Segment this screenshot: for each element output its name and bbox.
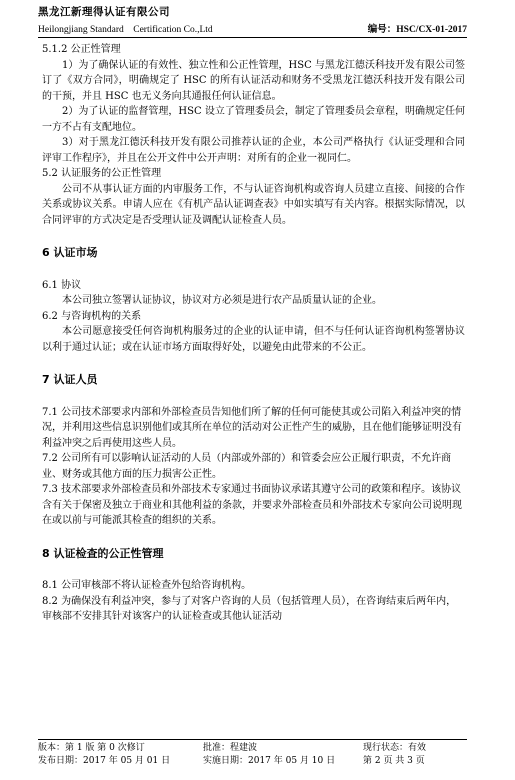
document-number: 编号：HSC/CX-01-2017 bbox=[367, 25, 467, 35]
section-5-2-heading: 5.2 认证服务的公正性管理 bbox=[42, 168, 162, 179]
footer-page-number: 第 2 页 共 3 页 bbox=[363, 755, 425, 766]
page-footer bbox=[38, 739, 467, 767]
section-8-1-para: 8.1 公司审核部不将认证检查外包给咨询机构。 bbox=[42, 580, 252, 591]
section-7-2-para: 7.2 公司所有可以影响认证活动的人员（内部或外部的）和管委会应公正履行职责，不允许商业、财务或其他方面的压力损害公正性。 bbox=[42, 453, 452, 480]
section-7-3-para: 7.3 技术部要求外部检查员和外部技术专家通过书面协议承诺其遵守公司的政策和程序。该协议含有关于保密及独立于商业和其他利益的条款，并要求外部检查员和外部技术专家向公司说明现在或以前与可能派其检查的组织的关系。 bbox=[42, 484, 462, 526]
section-5-2-para: 公司不从事认证方面的内审服务工作，不与认证咨询机构或咨询人员建立直接、间接的合作关系或协议关系。申请人应在《有机产品认证调查表》中如实填写有关内容。根据实际情况，以合同评审的方式决定是否受理认证及调配认证检查人员。 bbox=[42, 183, 465, 226]
company-name: 黑龙江新理得认证有限公司 bbox=[38, 6, 170, 18]
document-body bbox=[42, 42, 465, 625]
section-8-heading: 8 认证检查的公正性管理 bbox=[42, 546, 164, 560]
section-6-2-para: 本公司愿意接受任何咨询机构服务过的企业的认证申请，但不与任何认证咨询机构签署协议以利于通过认证；或在认证市场方面取得好处，以避免由此带来的不公正。 bbox=[42, 326, 465, 353]
footer-status: 现行状态：有效 bbox=[363, 743, 427, 753]
section-7-heading: 7 认证人员 bbox=[42, 373, 98, 386]
header-row bbox=[38, 19, 467, 38]
footer-effective-date: 实施日期：2017 年 05 月 10 日 bbox=[203, 755, 336, 766]
footer-approved: 批准：程建波 bbox=[203, 743, 258, 753]
section-5-1-2-para-1: 1）为了确保认证的有效性、独立性和公正性管理，HSC 与黑龙江德沃科技开发有限公司签订了《双方合同》，明确规定了 HSC 的所有认证活动和财务不受黑龙江德沃科技开发有限公司的干预，并且 HSC 也无义务向其通报任何认证信息。 bbox=[42, 59, 465, 102]
section-8-2-para: 8.2 为确保没有利益冲突，参与了对客户咨询的人员（包括管理人员），在咨询结束后两年内，审核部不安排其针对该客户的认证检查或其他认证活动 bbox=[42, 595, 457, 622]
section-6-2-heading: 6.2 与咨询机构的关系 bbox=[42, 310, 142, 322]
section-5-1-2-para-3: 3）对于黑龙江德沃科技开发有限公司推荐认证的企业，本公司严格执行《认证受理和合同评审工作程序》，并且在公开文件中公开声明：对所有的企业一视同仁。 bbox=[42, 137, 465, 164]
section-5-1-2-para-2: 2）为了认证的监督管理，HSC 设立了管理委员会，制定了管理委员会章程，明确规定任何一方不占有支配地位。 bbox=[42, 106, 465, 133]
section-7-1-para: 7.1 公司技术部要求内部和外部检查员告知他们所了解的任何可能使其或公司陷入利益冲突的情况，并利用这些信息识别他们或其所在单位的活动对公正性产生的威胁，且在他们能够证明没有利益冲突之后再使用这些人员。 bbox=[42, 406, 462, 449]
footer-version: 版本：第 1 版 第 0 次修订 bbox=[38, 743, 145, 753]
section-6-1-heading: 6.1 协议 bbox=[42, 279, 82, 291]
section-5-1-2-heading: 5.1.2 公正性管理 bbox=[42, 44, 121, 55]
section-6-1-para: 本公司独立签署认证协议，协议对方必须是进行农产品质量认证的企业。 bbox=[62, 295, 382, 306]
footer-issue-date: 发布日期：2017 年 05 月 01 日 bbox=[38, 755, 171, 766]
section-6-heading: 6 认证市场 bbox=[42, 246, 98, 259]
page-header bbox=[38, 6, 467, 38]
company-english-name: Heilongjiang Standard Certification Co.,Ltd bbox=[38, 25, 213, 35]
